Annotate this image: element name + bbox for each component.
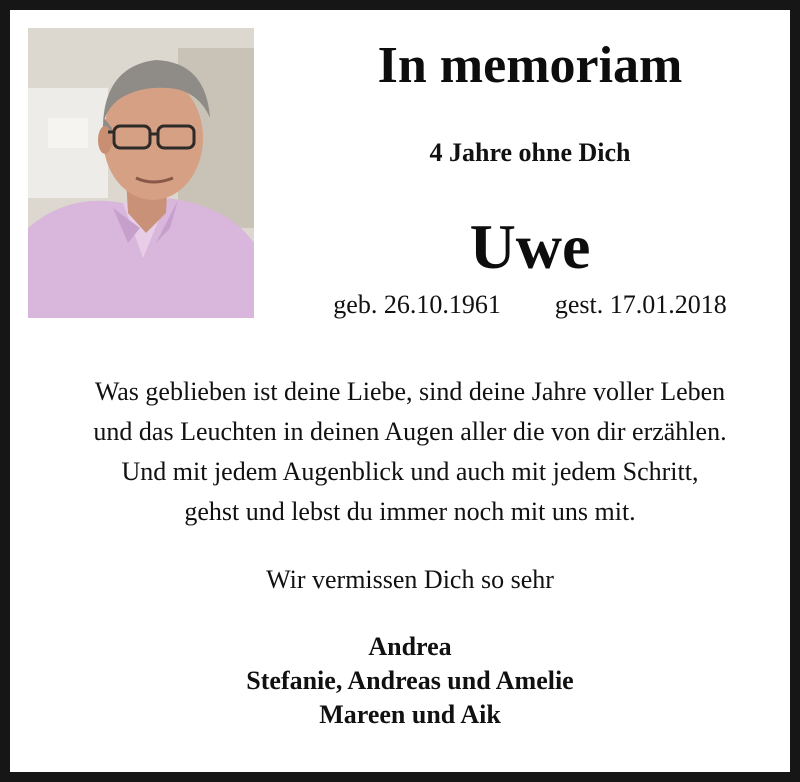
verse-line: gehst und lebst du immer noch mit uns mit. bbox=[184, 497, 636, 526]
signer-line: Mareen und Aik bbox=[319, 700, 501, 729]
portrait-illustration bbox=[28, 28, 254, 318]
death-date: gest. 17.01.2018 bbox=[554, 290, 727, 319]
subheading: 4 Jahre ohne Dich bbox=[429, 138, 631, 167]
closing-line: Wir vermissen Dich so sehr bbox=[266, 565, 554, 594]
portrait-photo bbox=[28, 28, 254, 318]
memorial-verse bbox=[20, 372, 800, 532]
signer-line: Andrea bbox=[368, 632, 452, 661]
verse-line: und das Leuchten in deinen Augen aller die von dir erzählen. bbox=[93, 417, 727, 446]
verse-line: Und mit jedem Augenblick und auch mit jedem Schritt, bbox=[121, 457, 699, 486]
signer-line: Stefanie, Andreas und Amelie bbox=[246, 666, 574, 695]
birth-date: geb. 26.10.1961 bbox=[333, 290, 501, 319]
verse-line: Was geblieben ist deine Liebe, sind deine Jahre voller Leben bbox=[94, 377, 726, 406]
signers bbox=[20, 630, 800, 732]
deceased-name: Uwe bbox=[469, 211, 591, 282]
life-dates bbox=[260, 290, 800, 320]
heading: In memoriam bbox=[377, 37, 683, 94]
